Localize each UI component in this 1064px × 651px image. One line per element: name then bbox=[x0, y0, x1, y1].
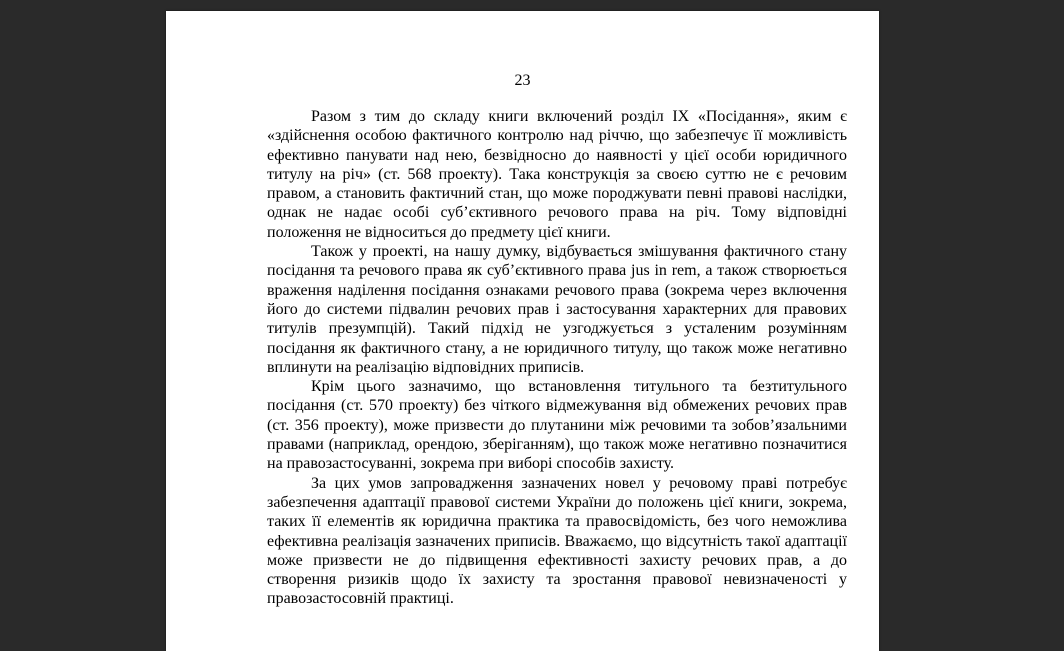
document-page bbox=[166, 11, 879, 651]
paragraph-2: Також у проекті, на нашу думку, відбувається змішування фактичного стану посідання та речового права як суб’єктивного права jus in rem, а також створюється враження наділення посідання ознаками речового права (зокрема через включення його до системи підвалин речових прав і застосування характерних для правових титулів презумпцій). Такий підхід не узгоджується з усталеним розумінням посідання як фактичного стану, а не юридичного титулу, що також може негативно вплинути на реалізацію відповідних приписів. bbox=[267, 243, 847, 376]
paragraph-1: Разом з тим до складу книги включений розділ IX «Посідання», яким є «здійснення особою фактичного контролю над річчю, що забезпечує її можливість ефективно панувати над нею, безвідносно до наявності у цієї особи юридичного титулу на річ» (ст. 568 проекту). Така конструкція за своєю суттю не є речовим правом, а становить фактичний стан, що може породжувати певні правові наслідки, однак не надає особі суб’єктивного речового права на річ. Тому відповідні положення не відноситься до предмету цієї книги. bbox=[267, 108, 847, 241]
page-body bbox=[267, 107, 847, 609]
paragraph-4: За цих умов запровадження зазначених новел у речовому праві потребує забезпечення адаптації правової системи України до положень цієї книги, зокрема, таких її елементів як юридична практика та правосвідомість, без чого неможлива ефективна реалізація зазначених приписів. Вважаємо, що відсутність такої адаптації може призвести не до підвищення ефективності захисту речових прав, а до створення ризиків щодо їх захисту та зростання правової невизначеності у правозастосовній практиці. bbox=[267, 474, 847, 608]
paragraph-3: Крім цього зазначимо, що встановлення титульного та безтитульного посідання (ст. 570 проекту) без чіткого відмежування від обмежених речових прав (ст. 356 проекту), може призвести до плутанини між речовими та зобов’язальними правами (наприклад, орендою, зберіганням), що також може негативно позначитися на правозастосуванні, зокрема при виборі способів захисту. bbox=[267, 378, 847, 473]
page-number: 23 bbox=[514, 72, 531, 89]
